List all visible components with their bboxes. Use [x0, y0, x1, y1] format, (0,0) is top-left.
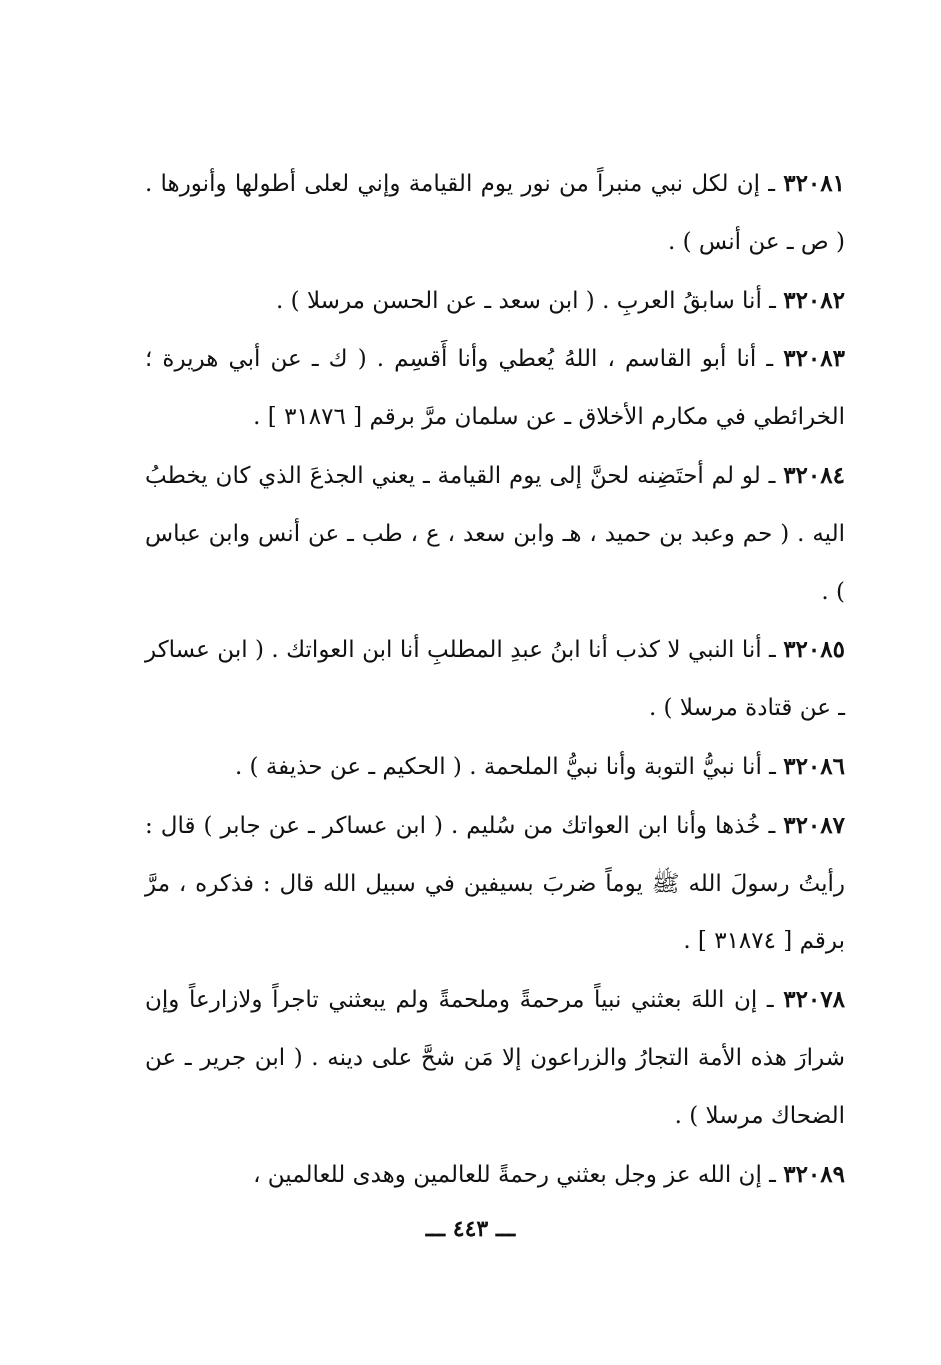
hadith-text: أنا نبيُّ التوبة وأنا نبيُّ الملحمة . ( الحكيم ـ عن حذيفة ) .: [234, 753, 762, 780]
hadith-number: ٣٢٠٨٦: [783, 752, 845, 780]
hadith-text: لو لم أحتَضِنه لحنَّ إلى يوم القيامة ـ يعني الجذعَ الذي كان يخطبُ اليه . ( حم وعبد بن حميد ، هـ وابن سعد ، ع ، طب ـ عن أنس وابن عباس ) .: [145, 462, 845, 605]
entry-separator: ـ: [759, 171, 784, 197]
hadith-entry: [145, 447, 845, 621]
page-number: ـــ ٤٤٣ ـــ: [425, 1216, 516, 1242]
entry-separator: ـ: [761, 637, 784, 664]
entry-separator: ـ: [761, 287, 784, 314]
hadith-entry: [145, 272, 845, 331]
entry-separator: ـ: [756, 346, 784, 373]
hadith-entry: [145, 738, 845, 797]
entry-separator: ـ: [760, 812, 784, 839]
hadith-number: ٣٢٠٨٥: [783, 636, 845, 664]
hadith-text: إن الله عز وجل بعثني رحمةً للعالمين وهدى للعالمين ،: [253, 1161, 762, 1188]
hadith-number: ٣٢٠٨٢: [783, 286, 845, 314]
hadith-number: ٣٢٠٨٧: [783, 811, 845, 839]
hadith-text: أنا أبو القاسم ، اللهُ يُعطي وأنا أَقسِم . ( ك ـ عن أبي هريرة ؛ الخرائطي في مكارم الأخلاق ـ عن سلمان مرَّ برقم [ ٣١٨٧٦ ] .: [145, 346, 845, 431]
entry-separator: ـ: [757, 987, 784, 1014]
hadith-entry: [145, 797, 845, 971]
hadith-text: أنا النبي لا كذب أنا ابنُ عبدِ المطلبِ أنا ابن العواتك . ( ابن عساكر ـ عن قتادة مرسلا ) .: [145, 637, 845, 722]
hadith-text: خُذها وأنا ابن العواتك من سُليم . ( ابن عساكر ـ عن جابر ) قال : رأيتُ رسولَ الله ﷺ يوماً ضربَ بسيفين في سبيل الله قال : فذكره ، مرَّ برقم [ ٣١٨٧٤ ] .: [145, 812, 845, 955]
hadith-entry: [145, 155, 845, 272]
hadith-number: ٣٢٠٨٣: [783, 345, 845, 373]
hadith-number: ٣٢٠٨١: [783, 170, 845, 197]
hadith-text: إن اللهَ بعثني نبياً مرحمةً وملحمةً ولم يبعثني تاجراً ولازارعاً وإن شرارَ هذه الأمة التجارُ والزراعون إلا مَن شحَّ على دينه . ( ابن جرير ـ عن الضحاك مرسلا ) .: [145, 987, 845, 1129]
hadith-number: ٣٢٠٨٤: [783, 461, 845, 489]
hadith-entry: [145, 621, 845, 738]
hadith-entry: [145, 330, 845, 447]
hadith-entry: [145, 971, 845, 1145]
entry-separator: ـ: [761, 753, 784, 780]
hadith-number: ٣٢٠٧٨: [783, 986, 845, 1014]
entry-separator: ـ: [760, 462, 784, 489]
hadith-text: إن لكل نبي منبراً من نور يوم القيامة وإني لعلى أطولها وأنورها . ( ص ـ عن أنس ) .: [145, 171, 845, 255]
hadith-list: [145, 155, 845, 1204]
hadith-text: أنا سابقُ العربِ . ( ابن سعد ـ عن الحسن مرسلا ) .: [276, 287, 762, 314]
hadith-entry: [145, 1146, 845, 1205]
entry-separator: ـ: [761, 1161, 784, 1188]
hadith-number: ٣٢٠٨٩: [783, 1160, 845, 1188]
